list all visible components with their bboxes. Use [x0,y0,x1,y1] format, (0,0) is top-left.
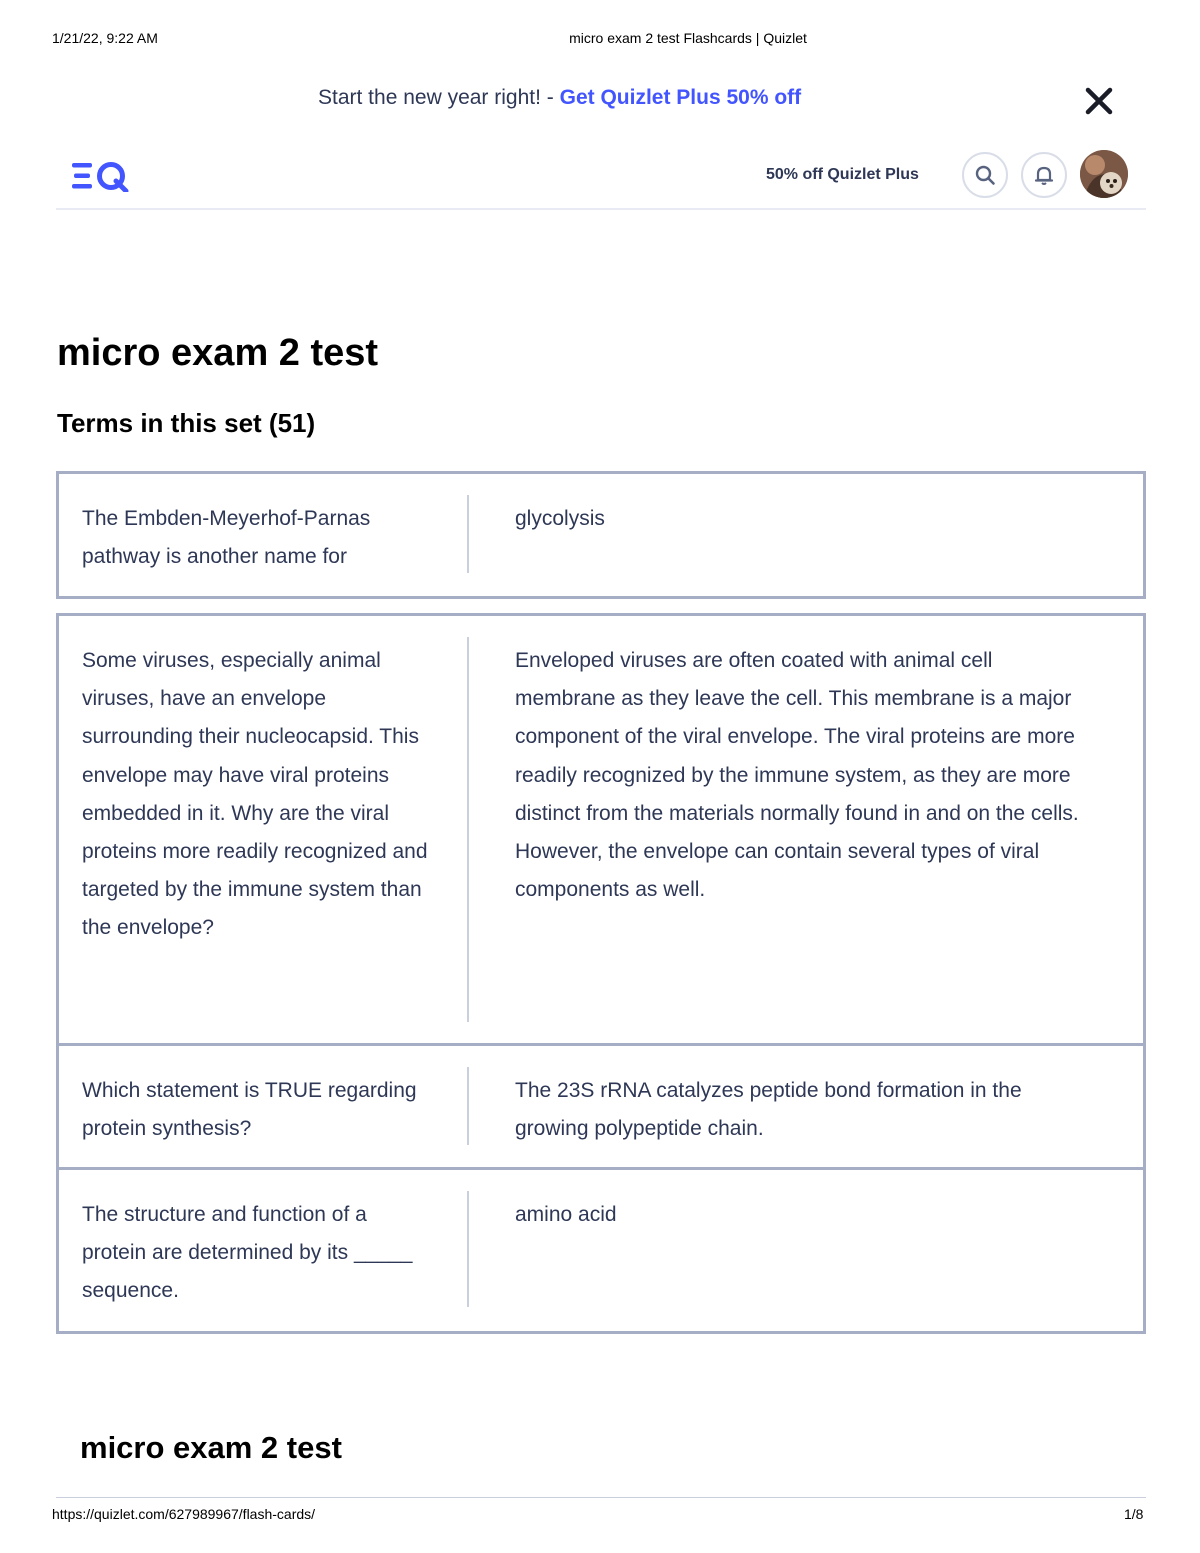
flashcard [56,613,1146,1046]
quizlet-logo-icon[interactable] [72,160,132,192]
flashcard [56,471,1146,599]
footer-divider [56,1497,1146,1498]
card-divider [467,495,469,573]
promo-link[interactable]: Get Quizlet Plus 50% off [559,86,802,109]
flashcard-list [56,471,1146,1334]
print-header [0,30,1200,50]
card-definition: amino acid [515,1203,617,1226]
card-term: Some viruses, especially animal viruses, have an envelope surrounding their nucleocapsid. This envelope may have viral proteins embedded in it. Why are the viral proteins more readily recognized and targeted by the immune system than the envelope? [82,649,428,940]
page-title: micro exam 2 test [57,332,379,374]
print-document-title: micro exam 2 test Flashcards | Quizlet [569,30,807,46]
flashcard [56,1167,1146,1334]
avatar[interactable] [1080,150,1128,198]
print-url: https://quizlet.com/627989967/flash-cards/ [52,1506,316,1522]
bell-icon [1033,164,1055,186]
close-icon[interactable] [1080,84,1116,120]
search-button[interactable] [962,152,1008,198]
notifications-button[interactable] [1021,152,1067,198]
terms-heading: Terms in this set (51) [57,408,316,438]
print-datetime: 1/21/22, 9:22 AM [52,30,158,46]
card-divider [467,1191,469,1307]
card-term: Which statement is TRUE regarding protein synthesis? [82,1079,417,1141]
flashcard [56,1043,1146,1170]
card-divider [467,637,469,1022]
quizlet-plus-link[interactable]: 50% off Quizlet Plus [766,166,919,183]
page-number: 1/8 [1124,1506,1144,1522]
card-term: The Embden-Meyerhof-Parnas pathway is another name for [82,507,371,569]
card-definition: glycolysis [515,507,605,530]
promo-text [318,86,801,110]
card-definition: Enveloped viruses are often coated with animal cell membrane as they leave the cell. This membrane is a major component of the viral envelope. The viral proteins are more readily recognized by the immune system, as they are more distinct from the materials normally found in and on the cells. However, the envelope can contain several types of viral components as well. [515,649,1079,902]
search-icon [974,164,996,186]
print-footer [0,1506,1200,1526]
card-term: The structure and function of a protein are determined by its _____ sequence. [82,1203,413,1303]
promo-banner [0,84,1200,114]
card-divider [467,1067,469,1145]
promo-message: Start the new year right! - [318,86,560,109]
navbar [56,140,1146,210]
card-definition: The 23S rRNA catalyzes peptide bond formation in the growing polypeptide chain. [515,1079,1022,1141]
footer-set-title: micro exam 2 test [80,1430,342,1465]
